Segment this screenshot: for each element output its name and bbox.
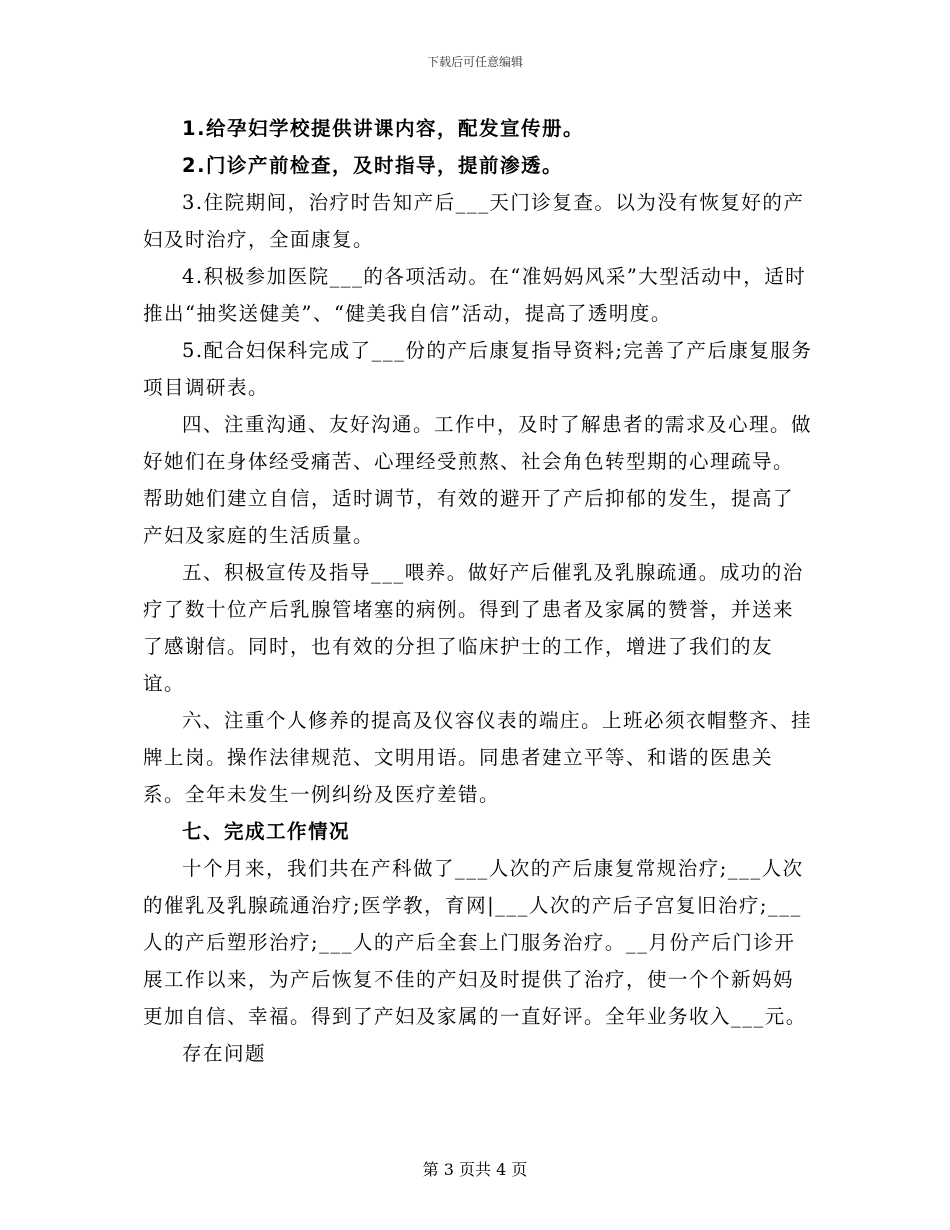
paragraph-4: 4.积极参加医院___的各项活动。在“准妈妈风采”大型活动中，适时推出“抽奖送健美”、“健美我自信”活动，提高了透明度。 [143,265,807,325]
page-footer: 第 3 页共 4 页 [422,1160,528,1179]
paragraph-issues-heading: 存在问题 [182,1042,267,1065]
paragraph-5: 5.配合妇保科完成了___份的产后康复指导资料;完善了产后康复服务项目调研表。 [143,339,813,399]
paragraph-work-summary: 十个月来，我们共在产科做了___人次的产后康复常规治疗;___人次的催乳及乳腺疏通治疗;医学教，育网|___人次的产后子宫复旧治疗;___人的产后塑形治疗;___人的产后全套上门服务治疗。__月份产后门诊开展工作以来，为产后恢复不佳的产妇及时提供了治疗，使一个个新妈妈更加自信、幸福。得到了产妇及家属的一直好评。全年业务收入___元。 [143,857,807,1028]
paragraph-section-6: 六、注重个人修养的提高及仪容仪表的端庄。上班必须衣帽整齐、挂牌上岗。操作法律规范、文明用语。同患者建立平等、和谐的医患关系。全年未发生一例纠纷及医疗差错。 [143,709,813,806]
section-heading-7: 七、完成工作情况 [182,820,351,843]
paragraph-1: 1.给孕妇学校提供讲课内容，配发宣传册。 [182,117,584,140]
paragraph-section-5: 五、积极宣传及指导___喂养。做好产后催乳及乳腺疏通。成功的治疗了数十位产后乳腺管堵塞的病例。得到了患者及家属的赞誉，并送来了感谢信。同时，也有效的分担了临床护士的工作，增进了我们的友谊。 [143,561,804,695]
paragraph-2: 2.门诊产前检查，及时指导，提前渗透。 [182,154,563,177]
paragraph-3: 3.住院期间，治疗时告知产后___天门诊复查。以为没有恢复好的产妇及时治疗，全面康复。 [143,191,805,251]
paragraph-section-4: 四、注重沟通、友好沟通。工作中，及时了解患者的需求及心理。做好她们在身体经受痛苦、心理经受煎熬、社会角色转型期的心理疏导。帮助她们建立自信，适时调节，有效的避开了产后抑郁的发生，提高了产妇及家庭的生活质量。 [143,413,813,547]
page-header: 下载后可任意编辑 [426,55,523,69]
document-body [143,110,813,1072]
